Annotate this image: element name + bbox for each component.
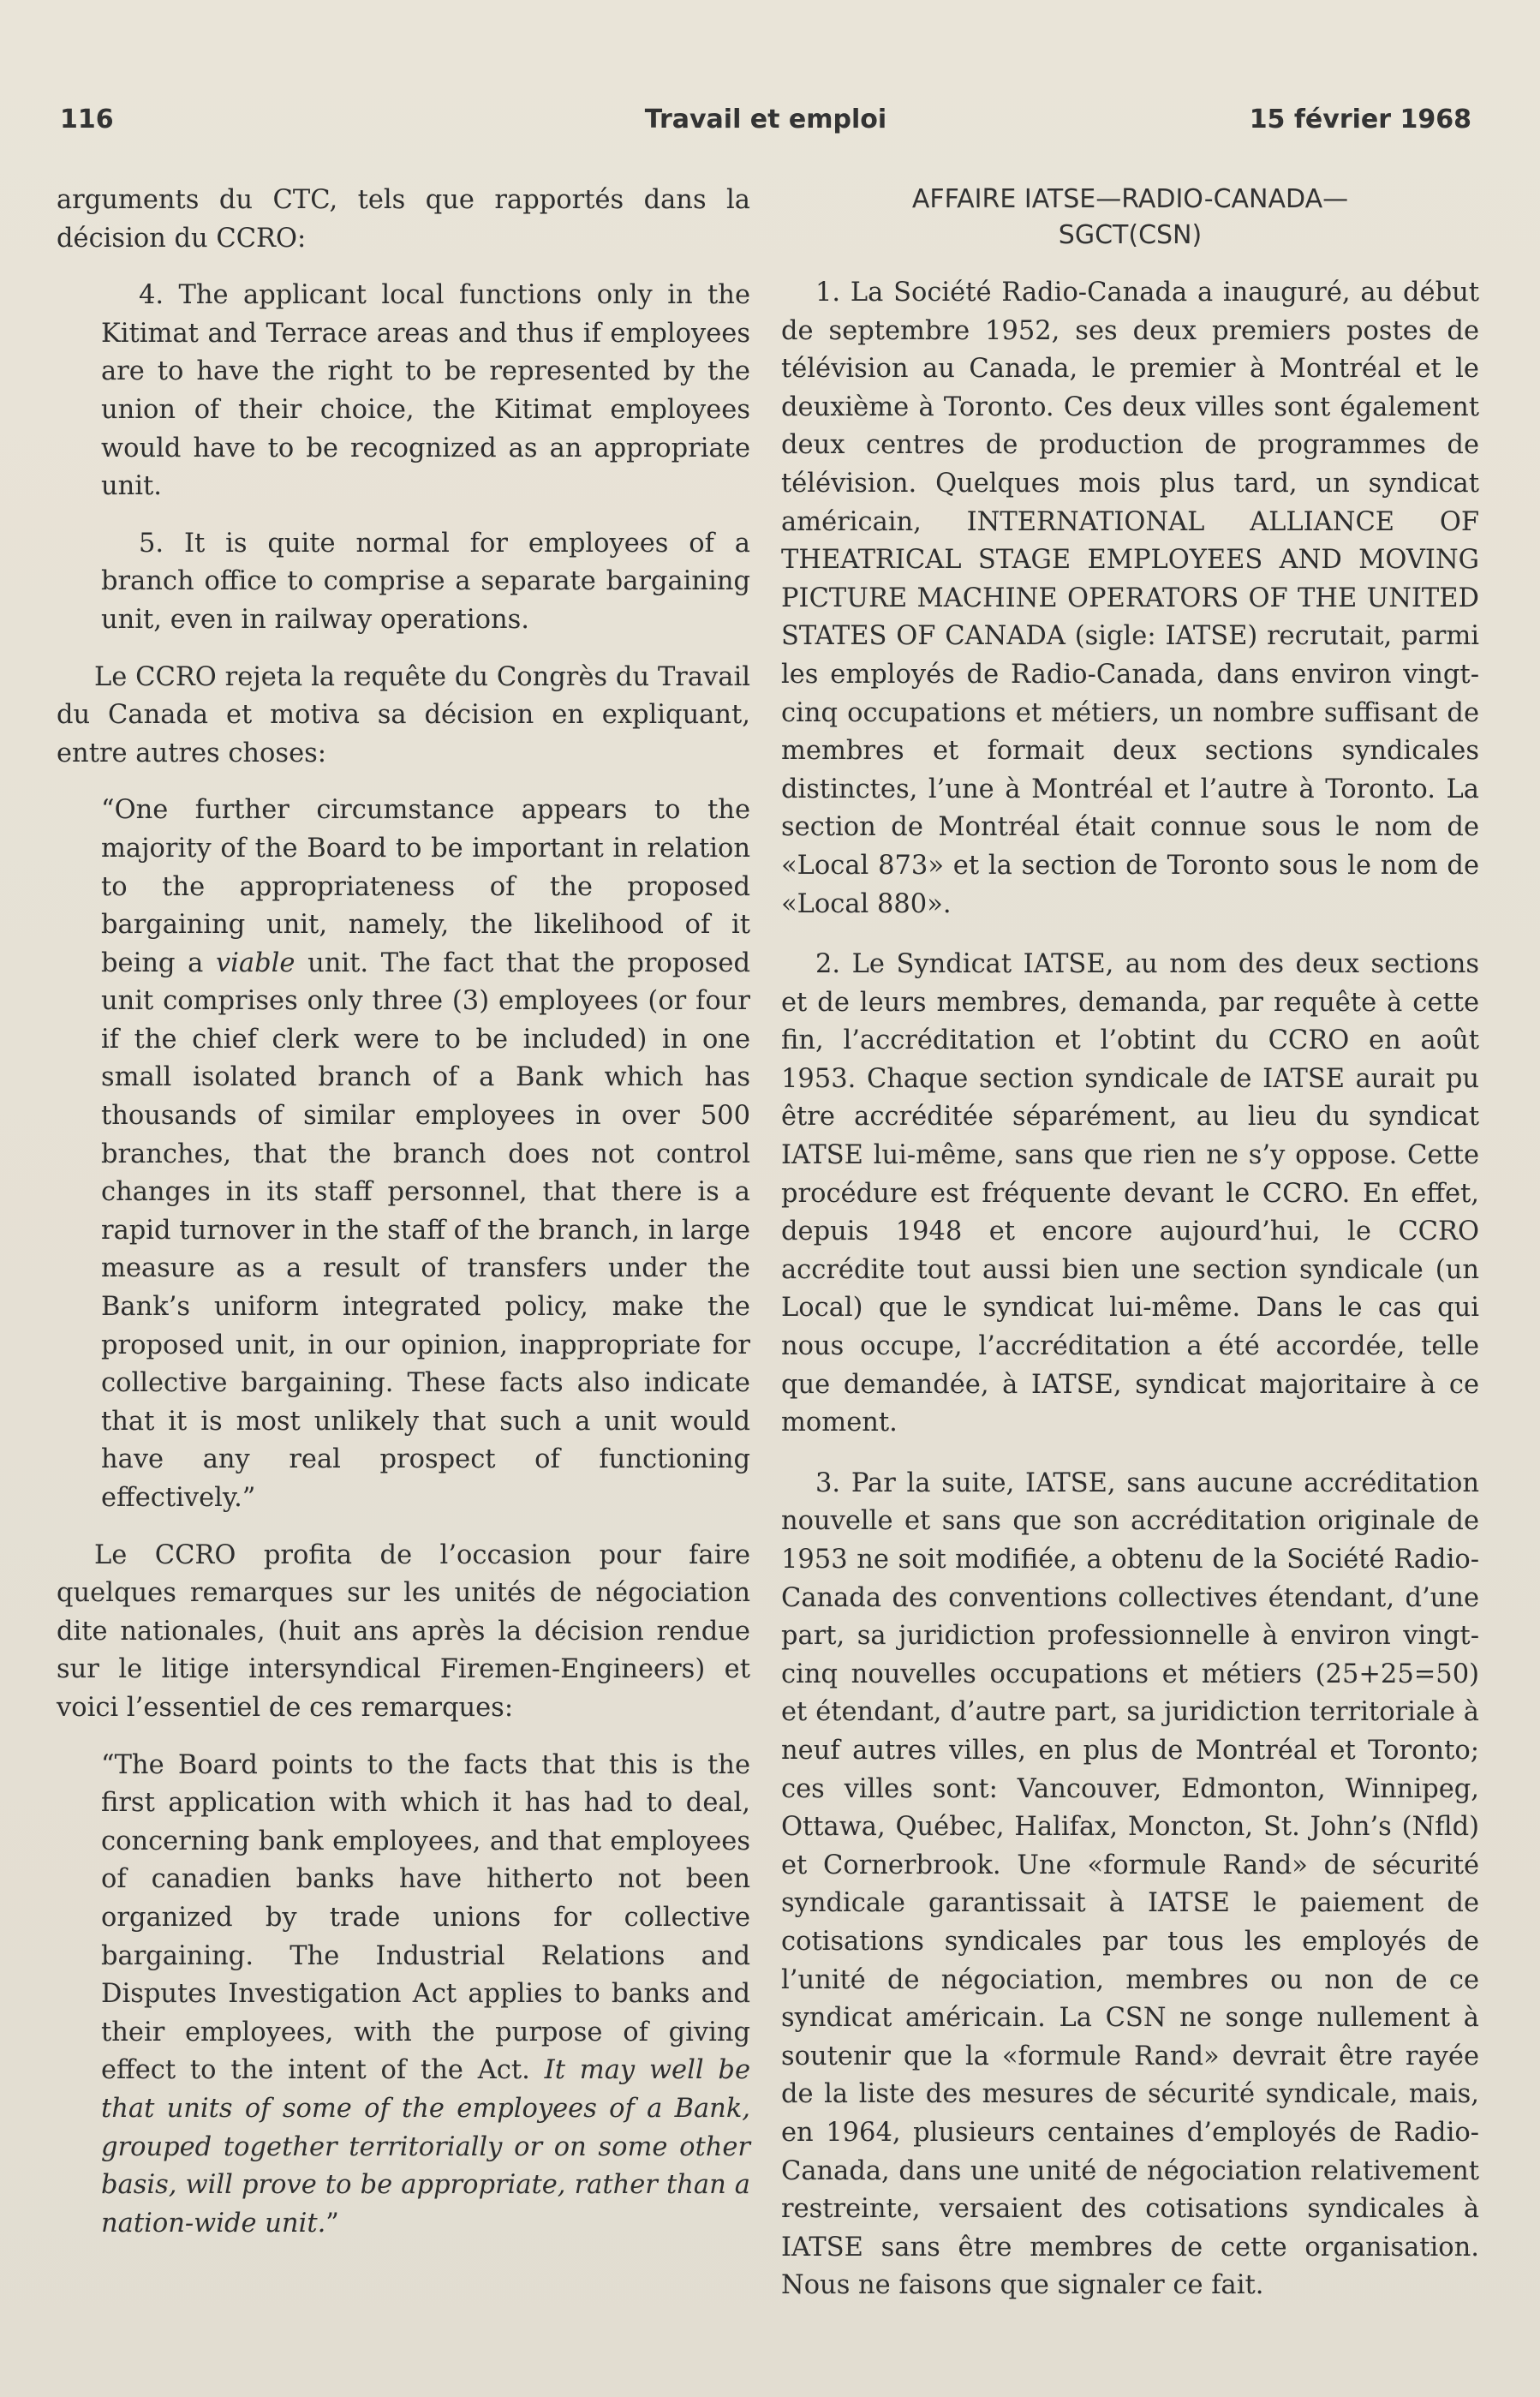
paragraph-3: 3. Par la suite, IATSE, sans aucune accréditation nouvelle et sans que son accréditation originale de 1953 ne soit modifiée, a obtenu de la Société Radio-Canada des conventions collectives étendant, d’une part, sa juridiction professionnelle à environ vingt-cinq nouvelles occupations et métiers (25+25=50) et étendant, d’autre part, sa juridiction territoriale à neuf autres villes, en plus de Montréal et Toronto; ces villes sont: Vancouver, Edmonton, Winnipeg, Ottawa, Québec, Halifax, Moncton, St. John’s (Nfld) et Cornerbrook. Une «formule Rand» de sécurité syndicale garantissait à IATSE le paiement de cotisations syndicales par tous les employés de l’unité de négociation, membres ou non de ce syndicat américain. La CSN ne songe nullement à soutenir que la «formule Rand» devrait être rayée de la liste des mesures de sécurité syndicale, mais, en 1964, plusieurs centaines d’employés de Radio-Canada, dans une unité de négociation relativement restreinte, versaient des cotisations syndicales à IATSE sans être membres de cette organisation. Nous ne faisons que signaler ce fait. <box>781 1467 1479 2301</box>
intro-paragraph: arguments du CTC, tels que rapportés dans la décision du CCRO: <box>57 185 750 254</box>
left-column <box>57 182 750 2262</box>
quote-item-4: 4. The applicant local functions only in the Kitimat and Terrace areas and thus if employees are to have the right to be represented by the union of their choice, the Kitimat employees would have to be recognized as an appropriate unit. <box>101 280 750 502</box>
section-heading-line-1: AFFAIRE IATSE—RADIO-CANADA— <box>911 184 1349 214</box>
paragraph-1: 1. La Société Radio-Canada a inauguré, au début de septembre 1952, ses deux premiers postes de télévision au Canada, le premier à Montréal et le deuxième à Toronto. Ces deux villes sont également deux centres de production de programmes de télévision. Quelques mois plus tard, un syndicat américain, INTERNATIONAL ALLIANCE OF THEATRICAL STAGE EMPLOYEES AND MOVING PICTURE MACHINE OPERATORS OF THE UNITED STATES OF CANADA (sigle: IATSE) recrutait, parmi les employés de Radio-Canada, dans environ vingt-cinq occupations et métiers, un nombre suffisant de membres et formait deux sections syndicales distinctes, l’une à Montréal et l’autre à Toronto. La section de Montréal était connue sous le nom de «Local 873» et la section de Toronto sous le nom de «Local 880». <box>781 278 1479 919</box>
board-quote-2-end: ” <box>325 2208 339 2239</box>
section-heading <box>781 182 1479 254</box>
page-number: 116 <box>60 105 114 134</box>
board-quote-1-part2: unit. The fact that the proposed unit comprises only three (3) employees (or four if the chief clerk were to be included) in one small isolated branch of a Bank which has thousands of similar employees in over 500 branches, that the branch does not control changes in its staff personnel, that there is a rapid turnover in the staff of the branch, in large measure as a result of transfers under the Bank’s uniform integrated policy, make the proposed unit, in our opinion, inappropriate for collective bargaining. These facts also indicate that it is most unlikely that such a unit would have any real prospect of functioning effectively.” <box>101 947 750 1513</box>
ctc-arguments-quote <box>101 277 750 639</box>
board-quote-2-part1: “The Board points to the facts that this is the first application with which it has had to deal, concerning bank employees, and that employees of canadien banks have hitherto not been organized by trade unions for collective bargaining. The Industrial Relations and Disputes Investigation Act applies to banks and their employees, with the purpose of giving effect to the intent of the Act. <box>101 1749 750 2086</box>
board-quote-viable-unit <box>101 792 750 1517</box>
section-heading-line-2: SGCT(CSN) <box>1058 220 1203 250</box>
ccro-profita-paragraph: Le CCRO profita de l’occasion pour faire quelques remarques sur les unités de négociation dite nationales, (huit ans après la décision rendue sur le litige intersyndical Firemen-Engineers) et voici l’essentiel de ces remarques: <box>57 1539 750 1723</box>
board-quote-1-part1: “One further circumstance appears to the majority of the Board to be important in relation to the appropriateness of the proposed bargaining unit, namely, the likelihood of it being a <box>101 795 750 978</box>
board-quote-1-italic: viable <box>215 947 295 978</box>
board-quote-viable-text <box>101 792 750 1517</box>
journal-title: Travail et emploi <box>644 105 887 134</box>
ccro-rejected-paragraph: Le CCRO rejeta la requête du Congrès du Travail du Canada et motiva sa décision en expliquant, entre autres choses: <box>57 661 750 768</box>
quote-item-5: 5. It is quite normal for employees of a branch office to comprise a separate bargaining unit, even in railway operations. <box>101 528 750 635</box>
paragraph-2: 2. Le Syndicat IATSE, au nom des deux sections et de leurs membres, demanda, par requête à cette fin, l’accréditation et l’obtint du CCRO en août 1953. Chaque section syndicale de IATSE aurait pu être accréditée séparément, au lieu du syndicat IATSE lui-même, sans que rien ne s’y oppose. Cette procédure est fréquente devant le CCRO. En effet, depuis 1948 et encore aujourd’hui, le CCRO accrédite tout aussi bien une section syndicale (un Local) que le syndicat lui-même. Dans le cas qui nous occupe, l’accréditation a été accordée, telle que demandée, à IATSE, syndicat majoritaire à ce moment. <box>781 949 1479 1438</box>
issue-date: 15 février 1968 <box>1249 105 1471 134</box>
page-header <box>60 105 1471 156</box>
board-quote-2-italic: It may well be that units of some of the employees of a Bank, grouped together territorially or on some other basis, will prove to be appropriate, rather than a nation-wide unit. <box>101 2055 751 2239</box>
right-column <box>781 182 1479 2328</box>
board-quote-national-units <box>101 1747 750 2244</box>
board-quote-national-text <box>101 1747 750 2244</box>
